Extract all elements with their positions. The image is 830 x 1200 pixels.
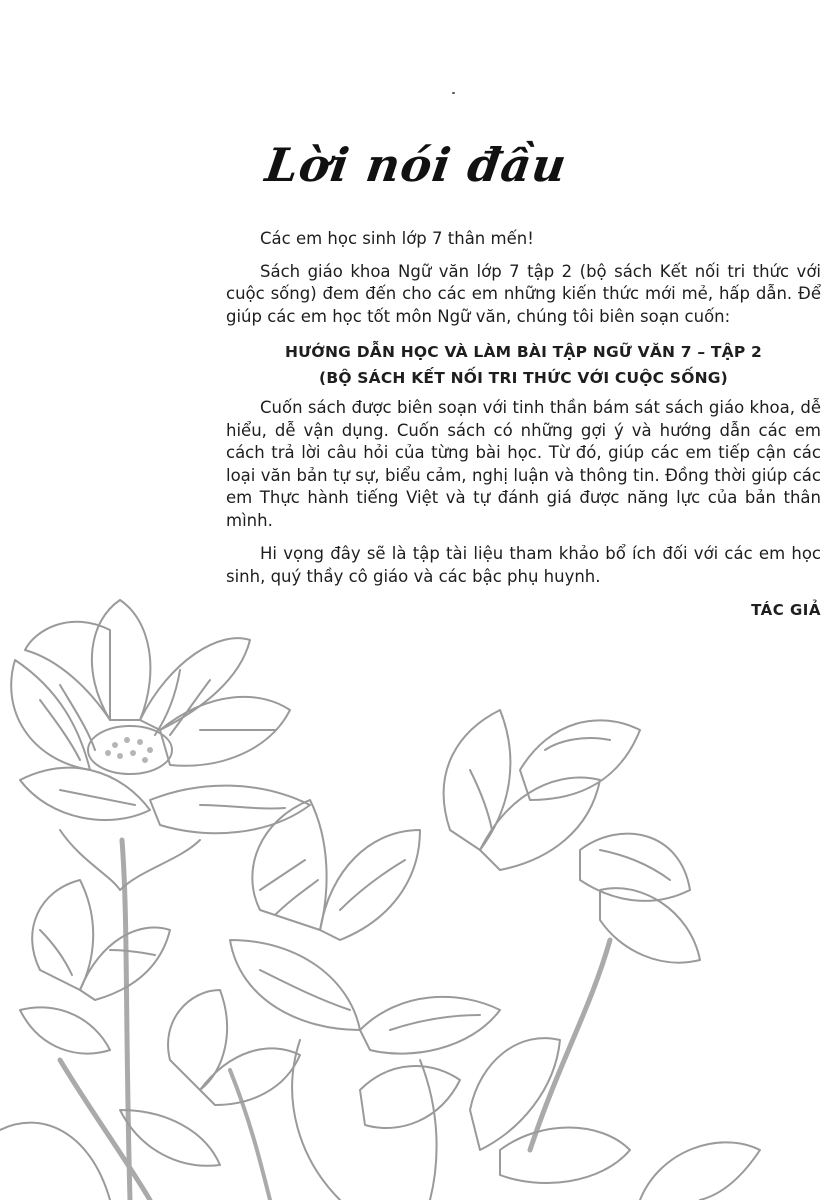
- closing-paragraph: Hi vọng đây sẽ là tập tài liệu tham khảo bổ ích đối với các em học sinh, quý thầy cô giáo và các bậc phụ huynh.: [226, 544, 821, 586]
- lotus-center-bloom: [230, 800, 500, 1200]
- lotus-open-bloom: [11, 600, 310, 890]
- preface-body: [226, 228, 821, 622]
- author-signature: TÁC GIẢ: [751, 601, 821, 619]
- page-title: Lời nói đầu: [262, 138, 571, 192]
- lotus-left-bud: [20, 880, 170, 1054]
- book-title-line-2: (BỘ SÁCH KẾT NỐI TRI THỨC VỚI CUỘC SỐNG): [319, 369, 728, 387]
- book-title-line-1: HƯỚNG DẪN HỌC VÀ LÀM BÀI TẬP NGỮ VĂN 7 – TẬP 2: [284, 343, 763, 361]
- print-speck: [452, 92, 455, 94]
- intro-paragraph: Sách giáo khoa Ngữ văn lớp 7 tập 2 (bộ sách Kết nối tri thức với cuộc sống) đem đến cho các em những kiến thức mới mẻ, hấp dẫn. Để giúp các em học tốt môn Ngữ văn, chúng tôi biên soạn cuốn:: [226, 261, 821, 326]
- greeting: Các em học sinh lớp 7 thân mến!: [260, 229, 534, 248]
- lotus-flower-illustration: [0, 590, 830, 1200]
- book-title: [226, 339, 821, 391]
- lotus-right-bud: [444, 710, 700, 963]
- description-paragraph: Cuốn sách được biên soạn với tinh thần bám sát sách giáo khoa, dễ hiểu, dễ vận dụng. Cuốn sách có những gợi ý và hướng dẫn các em cách trả lời câu hỏi của từng bài học. Từ đó, giúp các em tiếp cận các loại văn bản tự sự, biểu cảm, nghị luận và thông tin. Đồng thời giúp các em Thực hành tiếng Việt và tự đánh giá được năng lực của bản thân mình.: [226, 398, 821, 530]
- lotus-flower-icon: [0, 590, 830, 1200]
